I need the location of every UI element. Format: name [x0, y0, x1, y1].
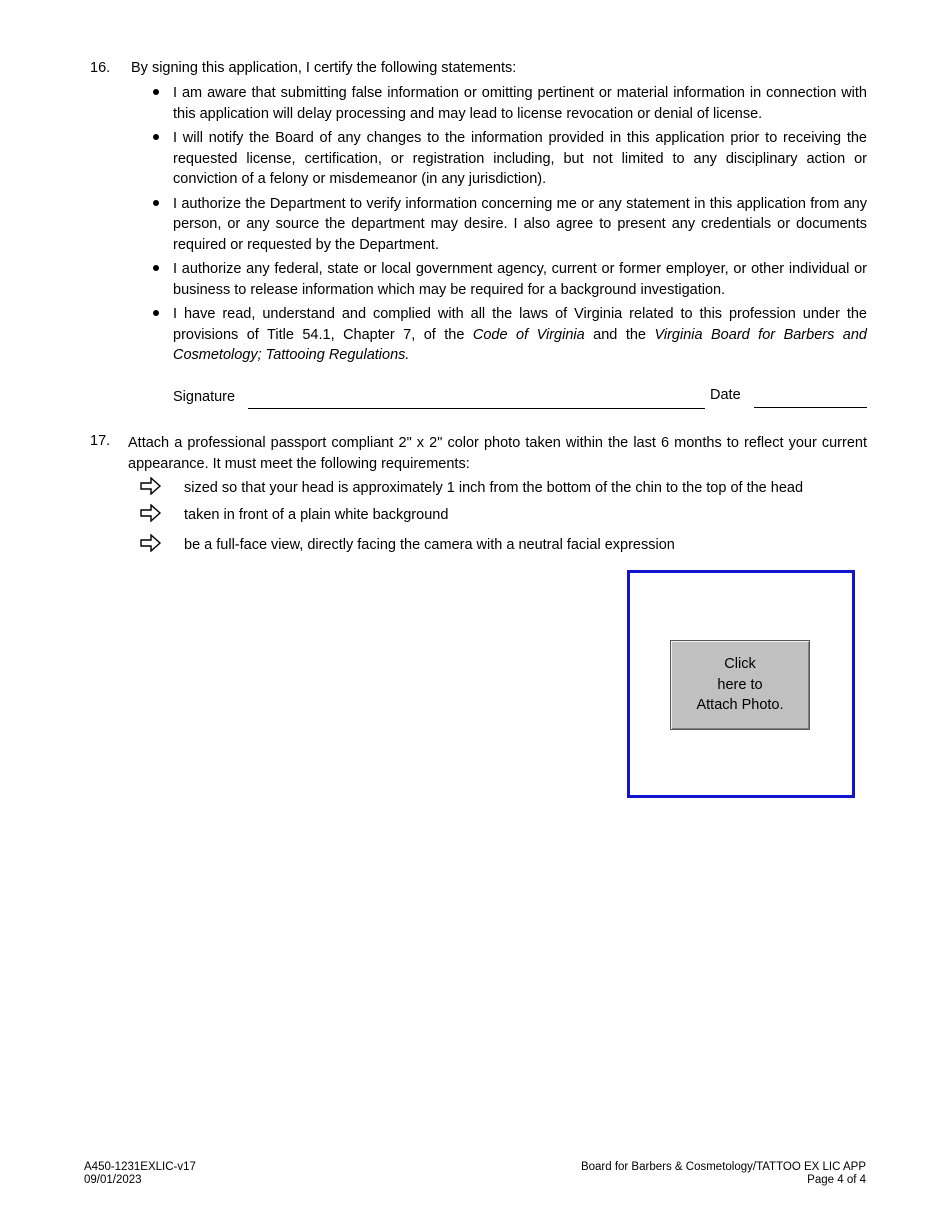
list-item [173, 128, 867, 190]
photo-instructions: Attach a professional passport compliant 2" x 2" color photo taken within the last 6 months to reflect your current appearance. It must meet the following requirements: [128, 435, 867, 472]
requirement-text: sized so that your head is approximately 1 inch from the bottom of the chin to the top of the head [184, 480, 804, 496]
footer-left [84, 1161, 196, 1187]
section-number: 17. [90, 433, 111, 449]
statement-text: and the [584, 326, 655, 343]
section-16-heading [90, 60, 870, 76]
bullet-icon [153, 265, 159, 271]
attach-photo-button[interactable] [670, 640, 810, 730]
section-17 [90, 433, 867, 474]
board-name: Board for Barbers & Cosmetology/TATTOO EX LIC APP [580, 1161, 866, 1173]
bullet-icon [153, 134, 159, 140]
statement-text: I authorize any federal, state or local government agency, current or former employer, or other individual or business to release information which may be required for a background investigation. [173, 261, 867, 298]
list-item [173, 304, 867, 366]
list-item [173, 194, 867, 256]
statement-text: I authorize the Department to verify information concerning me or any statement in this application from any person, or any source the department may desire. I also agree to present any credentials or documents required or requested by the Department. [173, 195, 867, 253]
statement-italic: Code of Virginia [472, 326, 585, 343]
statement-text: I will notify the Board of any changes to the information provided in this application prior to receiving the requested license, certification, or registration including, but not limited to any disciplinary action or conviction of a felony or misdemeanor (in any jurisdiction). [173, 130, 867, 187]
bullet-icon [153, 310, 159, 316]
statement-italic: Virginia Board for Barbers and Cosmetology; Tattooing Regulations. [173, 326, 867, 363]
statement-text: I am aware that submitting false information or omitting pertinent or material information in connection with this application will delay processing and may lead to license revocation or denial of license. [173, 85, 867, 122]
signature-label: Signature [173, 389, 236, 405]
certification-list [173, 83, 867, 370]
arrow-right-icon [140, 534, 162, 556]
arrow-right-icon [140, 477, 162, 499]
section-number: 16. [90, 60, 111, 76]
statement-text: I have read, understand and complied with all the laws of Virginia related to this profession under the provisions of Title 54.1, Chapter 7, of the [173, 306, 867, 343]
list-item [173, 83, 867, 124]
form-id: A450-1231EXLIC-v17 [84, 1161, 196, 1173]
signature-field[interactable] [248, 408, 705, 409]
footer-right [581, 1161, 866, 1187]
requirement-text: taken in front of a plain white background [184, 507, 449, 523]
requirement-text: be a full-face view, directly facing the camera with a neutral facial expression [184, 537, 675, 553]
bullet-icon [153, 200, 159, 206]
page-number: Page 4 of 4 [807, 1174, 866, 1186]
form-date: 09/01/2023 [84, 1174, 142, 1186]
section-heading: By signing this application, I certify the following statements: [131, 60, 517, 76]
arrow-right-icon [140, 504, 162, 526]
list-item [173, 259, 867, 300]
photo-attachment-area[interactable] [627, 570, 855, 798]
date-field[interactable] [754, 407, 867, 408]
button-label: Click here to Attach Photo. [696, 656, 784, 714]
date-label: Date [710, 387, 741, 403]
bullet-icon [153, 89, 159, 95]
